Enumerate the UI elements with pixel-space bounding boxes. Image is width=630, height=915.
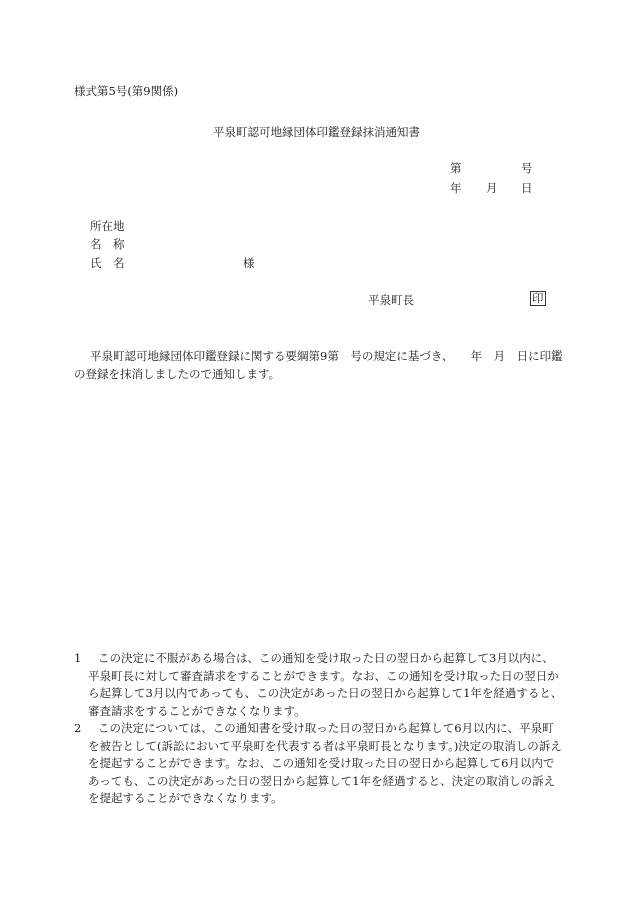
note-item xyxy=(74,720,564,808)
seal-mark xyxy=(530,291,546,306)
date-month-label: 月 xyxy=(486,181,498,195)
date-year-label: 年 xyxy=(450,181,462,195)
doc-number-suffix: 号 xyxy=(521,161,533,175)
address-label: 所在地 xyxy=(90,219,125,233)
appeal-notes xyxy=(74,650,564,808)
note-text: この決定に不服がある場合は、この通知を受け取った日の翌日から起算して3月以内に、平泉町長に対して審査請求をすることができます。なお、この通知を受け取った日の翌日から起算して3月以内であっても、この決定があった日の翌日から起算して1年を経過すると、審査請求をすることができなくなります。 xyxy=(88,651,563,718)
note-text: この決定については、この通知書を受け取った日の翌日から起算して6月以内に、平泉町を被告として(訴訟において平泉町を代表する者は平泉町長となります。)決定の取消しの訴えを提起することができます。なお、この通知を受け取った日の翌日から起算して6月以内であっても、この決定があった日の翌日から起算して1年を経過すると、決定の取消しの訴えを提起することができなくなります。 xyxy=(88,721,562,805)
form-number: 様式第5号(第9関係) xyxy=(74,84,179,98)
note-item xyxy=(74,650,564,720)
seal-stamp: 印 xyxy=(532,291,544,305)
document-title: 平泉町認可地縁団体印鑑登録抹消通知書 xyxy=(213,125,420,139)
person-label: 氏 名 xyxy=(90,256,125,270)
name-label: 名 称 xyxy=(90,237,125,251)
date-day-label: 日 xyxy=(521,181,533,195)
doc-number-prefix: 第 xyxy=(450,161,462,175)
sender-title: 平泉町長 xyxy=(368,293,414,307)
honorific: 様 xyxy=(243,256,255,270)
note-number: 2 xyxy=(74,721,82,735)
notice-body: 平泉町認可地縁団体印鑑登録に関する要綱第9第 号の規定に基づき、 年 月 日に印鑑の登録を抹消しましたので通知します。 xyxy=(74,349,563,381)
note-number: 1 xyxy=(74,651,82,665)
